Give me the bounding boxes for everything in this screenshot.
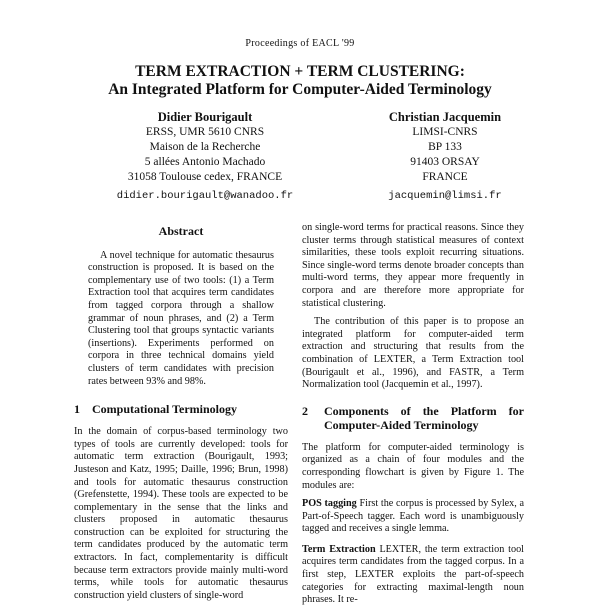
title-line-2: An Integrated Platform for Computer-Aided Terminology (108, 81, 492, 98)
module-item (302, 498, 524, 536)
author-email: didier.bourigault@wanadoo.fr (116, 190, 294, 202)
section-title: Computational Terminology (92, 402, 238, 417)
proceedings-header: Proceedings of EACL '99 (245, 38, 355, 49)
module-description: First the corpus is processed by Sylex, a Part-of-Speech tagger. Each word is unambiguously tagged and receives a single lemma. (302, 498, 525, 535)
paragraph: The contribution of this paper is to propose an integrated platform for computer-aided term extraction and structuring that results from the combination of LEXTER, a Term Extraction tool (Bourigault et al., 1996), and FASTR, a Term Normalization tool (Jacquemin et al., 1997). (302, 316, 524, 391)
affiliation-line: 5 allées Antonio Machado (144, 156, 266, 168)
section-title: Components of the Platform for Computer-Aided Terminology (324, 403, 524, 432)
affiliation-line: LIMSI-CNRS (412, 126, 478, 138)
module-item (302, 544, 524, 607)
title-line-1: TERM EXTRACTION + TERM CLUSTERING: (135, 63, 465, 80)
author-name: Christian Jacquemin (388, 110, 502, 124)
module-description: LEXTER, the term extraction tool acquires term candidates from the tagged corpus. In a first step, LEXTER exploits the part-of-speech categories for extracting maximal-length noun phrases. It re- (302, 543, 524, 606)
affiliation-line: ERSS, UMR 5610 CNRS (145, 126, 265, 138)
section-1-text: In the domain of corpus-based terminology two types of tools are currently developed: tools for automatic term extraction (Bourigault, 1993; Justeson and Katz, 1995; Daille, 1996; Brun, 1998) and tools for automatic thesaurus construction (Grefenstette, 1994). These tools are expected to be complementary in the sense that the links and clusters proposed in automatic thesaurus construction can be exploited for structuring the term candidates produced by the automatic term extractors. In fact, complementarity is difficult because term extractors provide mainly multi-word terms, while tools for automatic thesaurus construction yield clusters of single-word (74, 426, 288, 601)
affiliation-line: 91403 ORSAY (410, 156, 480, 168)
module-term: POS tagging (302, 498, 357, 510)
affiliation-line: BP 133 (428, 141, 462, 153)
left-column (74, 225, 288, 608)
affiliation-line: Maison de la Recherche (149, 141, 261, 153)
paragraph: The platform for computer-aided terminology is organized as a chain of four modules and the corresponding flowchart is given by Figure 1. The modules are: (302, 441, 524, 491)
author-name: Didier Bourigault (157, 110, 253, 124)
paper-title (0, 63, 600, 99)
abstract-text: A novel technique for automatic thesaurus construction is proposed. It is based on the complementary use of two tools: (1) a Term Extraction tool that acquires term candidates from tagged corpora through a shallow grammar of noun phrases, and (2) a Term Clustering tool that groups syntactic variants (insertions). Experiments performed on corpora in three technical domains yield clusters of term candidates with precision rates between 93% and 98%. (88, 249, 274, 387)
section-2-heading (302, 404, 524, 432)
author-email: jacquemin@limsi.fr (388, 190, 502, 202)
affiliation-line: FRANCE (422, 171, 468, 183)
affiliation-line: 31058 Toulouse cedex, FRANCE (127, 171, 283, 183)
section-number: 1 (74, 402, 80, 417)
abstract-heading: Abstract (158, 224, 204, 238)
module-term: Term Extraction (302, 543, 376, 555)
right-column (302, 222, 524, 615)
author-block-1 (90, 110, 320, 204)
section-1-heading (74, 402, 288, 416)
paragraph: on single-word terms for practical reasons. Since they cluster terms through statistical measures of context similarities, these tools exploit recurring situations. Since single-word terms denote broader concepts than multi-word terms, they appear more frequently in corpora and are therefore more appropriate for statistical clustering. (302, 222, 524, 309)
author-block-2 (330, 110, 560, 204)
section-number: 2 (302, 403, 308, 418)
